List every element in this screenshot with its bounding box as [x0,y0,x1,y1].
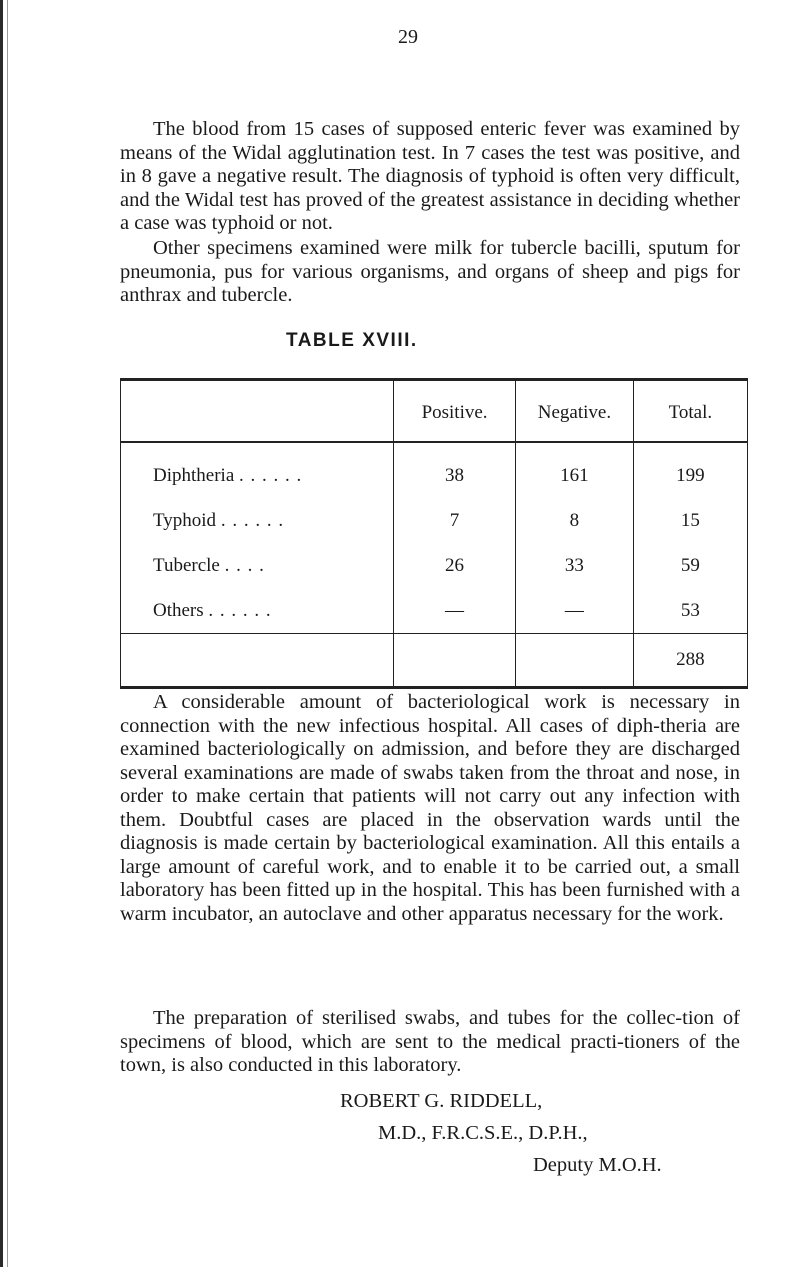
leader-dots: . . . . . . [208,599,272,621]
grand-total-row [121,634,748,688]
header-blank [121,380,394,443]
signature-name: ROBERT G. RIDDELL, [340,1090,543,1112]
row-label-cell [121,588,394,634]
signature-title: Deputy M.O.H. [533,1154,662,1176]
table-row [121,543,748,588]
positive-cell: 7 [394,498,516,543]
positive-cell: 26 [394,543,516,588]
total-cell: 199 [633,442,747,498]
row-label: Others [153,599,204,621]
row-label: Diphtheria [153,464,235,486]
row-label-cell [121,498,394,543]
table-row [121,442,748,498]
header-negative: Negative. [516,380,634,443]
negative-cell: 8 [516,498,634,543]
header-positive: Positive. [394,380,516,443]
leader-dots: . . . . . . [220,509,285,531]
table-row [121,588,748,634]
page-binding-edge [0,0,10,1267]
paragraph-sterilised-swabs: The preparation of sterilised swabs, and tubes for the collec-tion of specimens of blood, which are sent to the medical practi-tioners of the town, is also conducted in this laboratory. [120,1007,740,1076]
table-title: TABLE XVIII. [286,330,418,351]
total-cell: 59 [633,543,747,588]
table-row [121,498,748,543]
empty-cell [516,634,634,688]
paragraph-other-specimens: Other specimens examined were milk for tubercle bacilli, sputum for pneumonia, pus for various organisms, and organs of sheep and pigs for anthrax and tubercle. [120,237,740,306]
results-table [120,378,748,689]
negative-cell: — [516,588,634,634]
grand-total-cell: 288 [633,634,747,688]
row-label-cell [121,543,394,588]
row-label: Tubercle [153,554,220,576]
paragraph-bacteriological-work: A considerable amount of bacteriological work is necessary in connection with the new infectious hospital. All cases of diph-theria are examined bacteriologically on admission, and before they are discharged several examinations are made of swabs taken from the throat and nose, in order to make certain that patients will not carry out any infection with them. Doubtful cases are placed in the observation wards until the diagnosis is made certain by bacteriological examination. All this entails a large amount of careful work, and to enable it to be carried out, a small laboratory has been fitted up in the hospital. This has been furnished with a warm incubator, an autoclave and other apparatus necessary for the work. [120,691,740,925]
negative-cell: 33 [516,543,634,588]
empty-cell [121,634,394,688]
total-cell: 15 [633,498,747,543]
negative-cell: 161 [516,442,634,498]
row-label-cell [121,442,394,498]
positive-cell: 38 [394,442,516,498]
row-label: Typhoid [153,509,217,531]
page-number: 29 [398,26,418,48]
leader-dots: . . . . [224,554,265,576]
positive-cell: — [394,588,516,634]
empty-cell [394,634,516,688]
signature-qualifications: M.D., F.R.C.S.E., D.P.H., [378,1122,588,1144]
paragraph-widal-test: The blood from 15 cases of supposed enteric fever was examined by means of the Widal agglutination test. In 7 cases the test was positive, and in 8 gave a negative result. The diagnosis of typhoid is often very difficult, and the Widal test has proved of the greatest assistance in deciding whether a case was typhoid or not. [120,118,740,234]
leader-dots: . . . . . . [239,464,303,486]
header-total: Total. [633,380,747,443]
total-cell: 53 [633,588,747,634]
table-header-row [121,380,748,443]
